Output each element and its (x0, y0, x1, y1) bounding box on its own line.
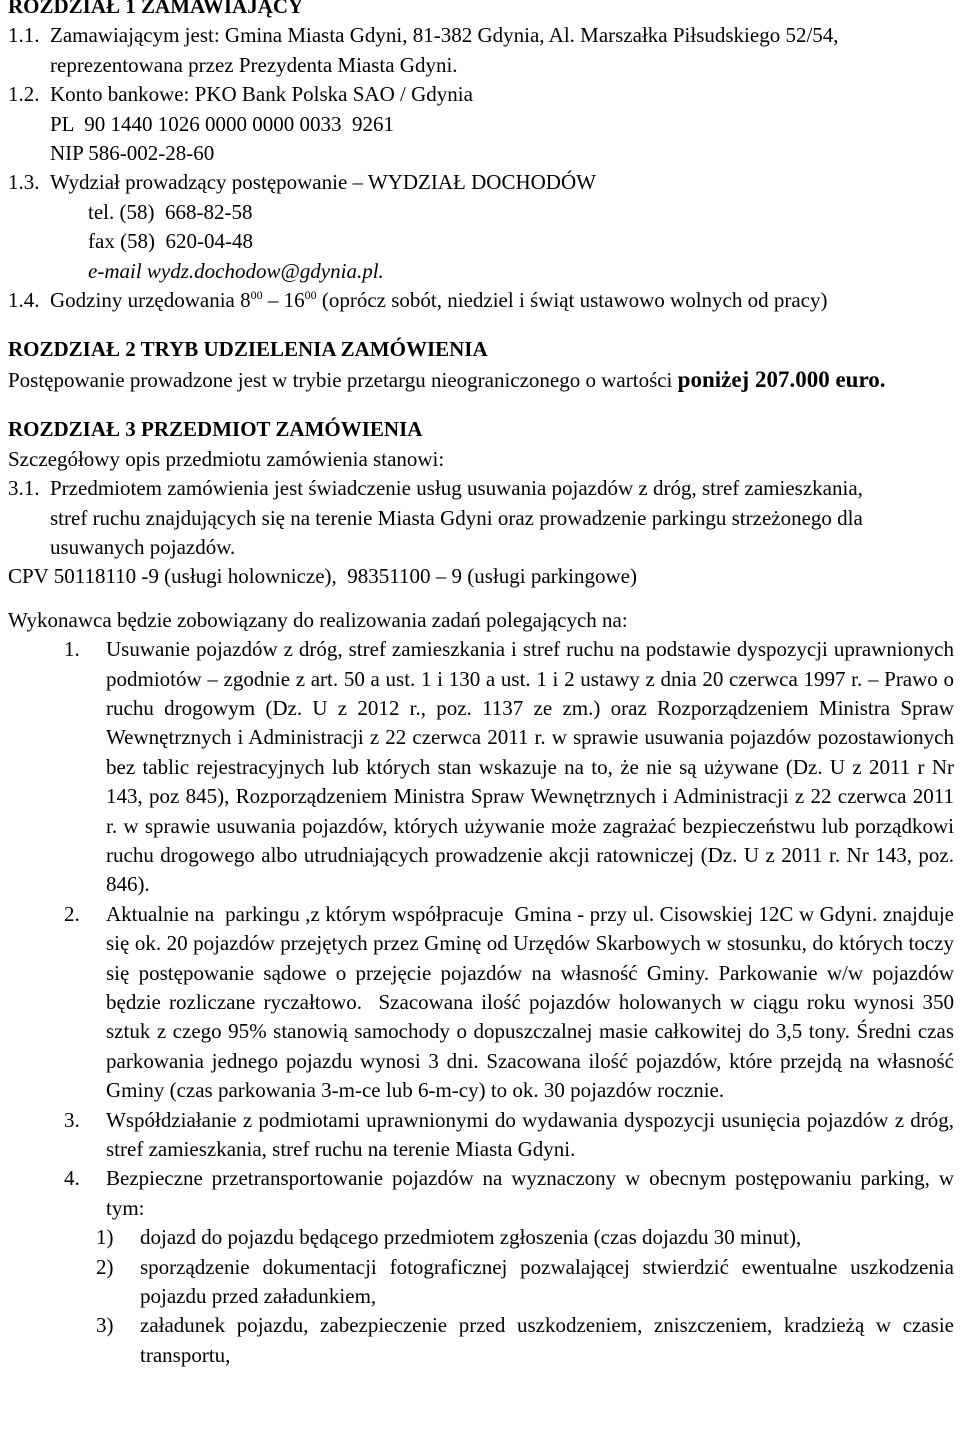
section-3-1 (8, 474, 954, 562)
sub-item-text: dojazd do pojazdu będącego przedmiotem zgłoszenia (czas dojazdu 30 minut), (140, 1225, 802, 1250)
section-text: Zamawiającym jest: Gmina Miasta Gdyni, 81-382 Gdynia, Al. Marszałka Piłsudskiego 52/54, (50, 23, 839, 48)
fax-number: fax (58) 620-04-48 (88, 229, 254, 254)
chapter-3-intro: Szczegółowy opis przedmiotu zamówienia stanowi: (8, 446, 445, 471)
section-number: 1.1. (8, 23, 40, 48)
sub-item-text: sporządzenie dokumentacji fotograficznej pozwalającej stwierdzić ewentualne uszkodzenia pojazdu przed załadunkiem, (140, 1254, 954, 1309)
sub-item-number: 1) (96, 1225, 114, 1250)
bank-account-number: PL 90 1440 1026 0000 0000 0033 9261 (50, 111, 394, 136)
sub-item-text: załadunek pojazdu, zabezpieczenie przed uszkodzeniem, zniszczeniem, kradzieżą w czasie transportu, (140, 1313, 954, 1367)
procedure-text: Postępowanie prowadzone jest w trybie przetargu nieograniczonego o wartości (8, 367, 678, 392)
list-item-text: Usuwanie pojazdów z dróg, stref zamieszkania i stref ruchu na podstawie dyspozycji uprawnionych podmiotów – zgodnie z art. 50 a ust. 1 i 130 a ust. 1 i 2 ustawy z dnia 20 czerwca 1997 r. – Prawo o ruchu drogowym (Dz. U z 2012 r., poz. 1137 ze zm.) oraz Rozporządzeniem Ministra Spraw Wewnętrznych i Administracji z 22 czerwca 2011 r. w sprawie usuwania pojazdów pozostawionych bez tablic rejestracyjnych lub których stan wskazuje na to, że nie są używane (Dz. U z 2011 r Nr 143, poz 845), Rozporządzeniem Ministra Spraw Wewnętrznych i Administracji z 22 czerwca 2011 r. w sprawie usuwania pojazdów, których używanie może zagrażać bezpieczeństwu lub porządkowi ruchu drogowego albo utrudniających prowadzenie akcji ratowniczej (Dz. U z 2011 r. Nr 143, poz. 846). (106, 637, 954, 897)
phone-number: tel. (58) 668-82-58 (88, 199, 253, 224)
sub-item-number: 3) (96, 1313, 114, 1338)
list-item (64, 900, 960, 1106)
sub-list-item (96, 1223, 954, 1252)
chapter-2-text (8, 365, 954, 395)
list-item-text: Aktualnie na parkingu ,z którym współpracuje Gmina - przy ul. Cisowskiej 12C w Gdyni. znajduje się ok. 20 pojazdów przejętych przez Gminę od Urzędów Skarbowych w stosunku, do których toczy się postępowanie sądowe o przejęcie pojazdów na własność Gminy. Parkowanie w/w pojazdów będzie rozliczane ryczałtowo. Szacowana ilość pojazdów holowanych w ciągu roku wynosi 350 sztuk z czego 95% stanowią samochody o dopuszczalnej masie całkowitej do 3,5 tony. Średni czas parkowania jednego pojazdu wynosi 3 dni. Szacowana ilość pojazdów, które przejdą na własność Gminy (czas parkowania 3-m-ce lub 6-m-cy) to ok. 30 pojazdów rocznie. (106, 901, 960, 1103)
list-item-text: Bezpieczne przetransportowanie pojazdów na wyznaczony w obecnym postępowaniu parking, w tym: (106, 1166, 954, 1220)
section-1-4 (8, 286, 954, 315)
hours-superscript: 00 (304, 288, 317, 303)
sub-item-number: 2) (96, 1254, 114, 1279)
sentence-end: . (879, 366, 886, 392)
tasks-lead: Wykonawca będzie zobowiązany do realizowania zadań polegających na: (8, 607, 628, 632)
list-item-number: 3. (64, 1107, 80, 1132)
office-hours-text: (oprócz sobót, niedziel i świąt ustawowo wolnych od pracy) (316, 288, 828, 313)
chapter-2-title: ROZDZIAŁ 2 TRYB UDZIELENIA ZAMÓWIENIA (8, 337, 488, 362)
section-text: usuwanych pojazdów. (50, 534, 236, 559)
transport-subtasks (8, 1223, 954, 1370)
section-text: reprezentowana przez Prezydenta Miasta Gdyni. (50, 52, 458, 77)
section-text: Przedmiotem zamówienia jest świadczenie usług usuwania pojazdów z dróg, stref zamieszkania, (50, 476, 863, 501)
list-item (64, 635, 954, 900)
document-page (8, 0, 960, 1370)
bank-account-label: Konto bankowe: PKO Bank Polska SAO / Gdynia (50, 82, 473, 107)
email-link[interactable]: e-mail wydz.dochodow@gdynia.pl. (88, 258, 384, 283)
list-item-number: 1. (64, 637, 80, 662)
list-item (64, 1164, 954, 1223)
section-number: 1.3. (8, 170, 40, 195)
hours-superscript: 00 (250, 288, 263, 303)
chapter-1-title: ROZDZIAŁ 1 ZAMAWIAJĄCY (8, 0, 304, 18)
section-number: 3.1. (8, 476, 40, 501)
section-number: 1.4. (8, 288, 40, 313)
office-hours-text: – 16 (262, 288, 305, 313)
chapter-3-title: ROZDZIAŁ 3 PRZEDMIOT ZAMÓWIENIA (8, 417, 423, 442)
list-item-number: 2. (64, 901, 80, 926)
section-1-1 (8, 21, 954, 80)
department-name: Wydział prowadzący postępowanie – WYDZIAŁ DOCHODÓW (50, 170, 596, 195)
list-item (64, 1106, 954, 1165)
list-item-number: 4. (64, 1166, 80, 1191)
section-1-3 (8, 168, 954, 286)
office-hours-text: Godziny urzędowania 8 (50, 288, 251, 313)
tasks-list (8, 635, 960, 1223)
sub-list-item (96, 1253, 954, 1312)
list-item-text: Współdziałanie z podmiotami uprawnionymi do wydawania dyspozycji usunięcia pojazdów z dróg, stref zamieszkania, stref ruchu na terenie Miasta Gdyni. (106, 1107, 954, 1162)
sub-list-item (96, 1311, 954, 1370)
section-1-2 (8, 80, 954, 168)
section-text: stref ruchu znajdujących się na terenie Miasta Gdyni oraz prowadzenie parkingu strzeżonego dla (50, 505, 863, 530)
cpv-codes: CPV 50118110 -9 (usługi holownicze), 98351100 – 9 (usługi parkingowe) (8, 564, 637, 589)
threshold-value: poniżej 207.000 euro (677, 366, 880, 392)
section-number: 1.2. (8, 82, 40, 107)
office-hours (50, 286, 827, 315)
nip-number: NIP 586-002-28-60 (50, 141, 215, 166)
